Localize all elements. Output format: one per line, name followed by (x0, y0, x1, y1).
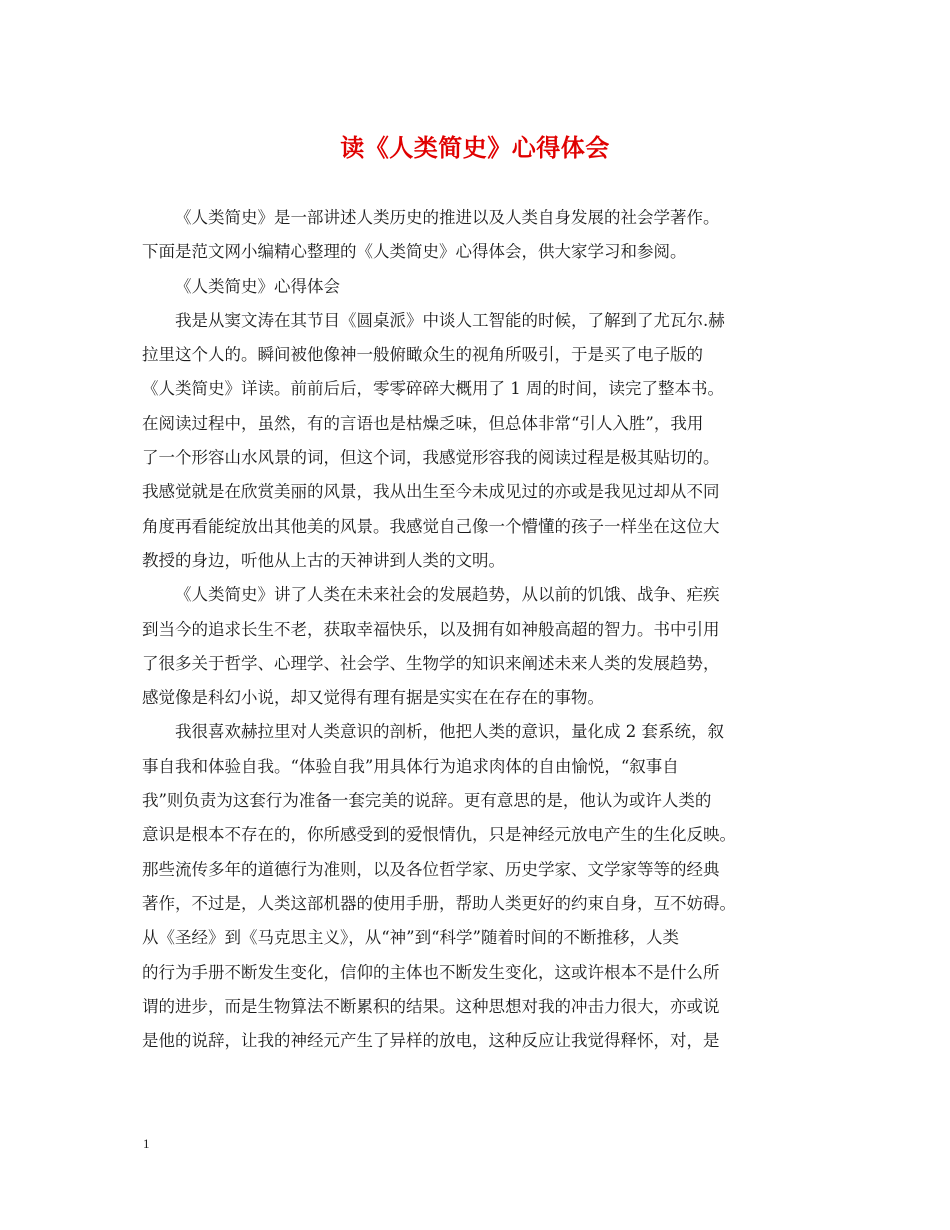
body-line: 感觉像是科幻小说，却又觉得有理有据是实实在在存在的事物。 (142, 688, 604, 708)
body-line: 拉里这个人的。瞬间被他像神一般俯瞰众生的视角所吸引，于是买了电子版的 (142, 345, 703, 365)
page-number: 1 (143, 1136, 150, 1151)
body-line: 《人类简史》讲了人类在未来社会的发展趋势，从以前的饥饿、战争、疟疾 (175, 585, 720, 605)
body-line: 是他的说辞，让我的神经元产生了异样的放电，这种反应让我觉得释怀，对，是 (142, 1031, 720, 1051)
document-title: 读《人类简史》心得体会 (340, 133, 610, 162)
body-line: 角度再看能绽放出其他美的风景。我感觉自己像一个懵懂的孩子一样坐在这位大 (142, 516, 720, 536)
body-line: 教授的身边，听他从上古的天神讲到人类的文明。 (142, 550, 505, 570)
body-line: 我是从窦文涛在其节目《圆桌派》中谈人工智能的时候，了解到了尤瓦尔.赫 (175, 310, 725, 330)
body-line: 意识是根本不存在的，你所感受到的爱恨情仇，只是神经元放电产生的生化反映。 (142, 825, 736, 845)
body-line: 我很喜欢赫拉里对人类意识的剖析，他把人类的意识，量化成 2 套系统，叙 (175, 722, 724, 742)
body-line: 的行为手册不断发生变化，信仰的主体也不断发生变化，这或许根本不是什么所 (142, 962, 720, 982)
body-line: 著作，不过是，人类这部机器的使用手册，帮助人类更好的约束自身，互不妨碍。 (142, 893, 736, 913)
section-heading: 《人类简史》心得体会 (175, 276, 340, 296)
body-line: 了很多关于哲学、心理学、社会学、生物学的知识来阐述未来人类的发展趋势， (142, 653, 720, 673)
body-line: 谓的进步，而是生物算法不断累积的结果。这种思想对我的冲击力很大，亦或说 (142, 996, 720, 1016)
body-line: 我”则负责为这套行为准备一套完美的说辞。更有意思的是，他认为或许人类的 (142, 791, 712, 811)
body-line: 下面是范文网小编精心整理的《人类简史》心得体会，供大家学习和参阅。 (142, 242, 687, 262)
body-line: 到当今的追求长生不老，获取幸福快乐，以及拥有如神般高超的智力。书中引用 (142, 619, 720, 639)
body-line: 了一个形容山水风景的词，但这个词，我感觉形容我的阅读过程是极其贴切的。 (142, 448, 720, 468)
body-line: 事自我和体验自我。“体验自我”用具体行为追求肉体的自由愉悦，“叙事自 (142, 756, 679, 776)
document-body (142, 201, 812, 1058)
body-line: 《人类简史》详读。前前后后，零零碎碎大概用了 1 周的时间，读完了整本书。 (142, 379, 724, 399)
body-line: 我感觉就是在欣赏美丽的风景，我从出生至今未成见过的亦或是我见过却从不同 (142, 482, 720, 502)
body-line: 在阅读过程中，虽然，有的言语也是枯燥乏味，但总体非常“引人入胜”，我用 (142, 413, 704, 433)
body-line: 那些流传多年的道德行为准则，以及各位哲学家、历史学家、文学家等等的经典 (142, 859, 720, 879)
body-line: 从《圣经》到《马克思主义》，从“神”到“科学”随着时间的不断推移，人类 (142, 928, 679, 948)
body-line: 《人类简史》是一部讲述人类历史的推进以及人类自身发展的社会学著作。 (175, 208, 720, 227)
